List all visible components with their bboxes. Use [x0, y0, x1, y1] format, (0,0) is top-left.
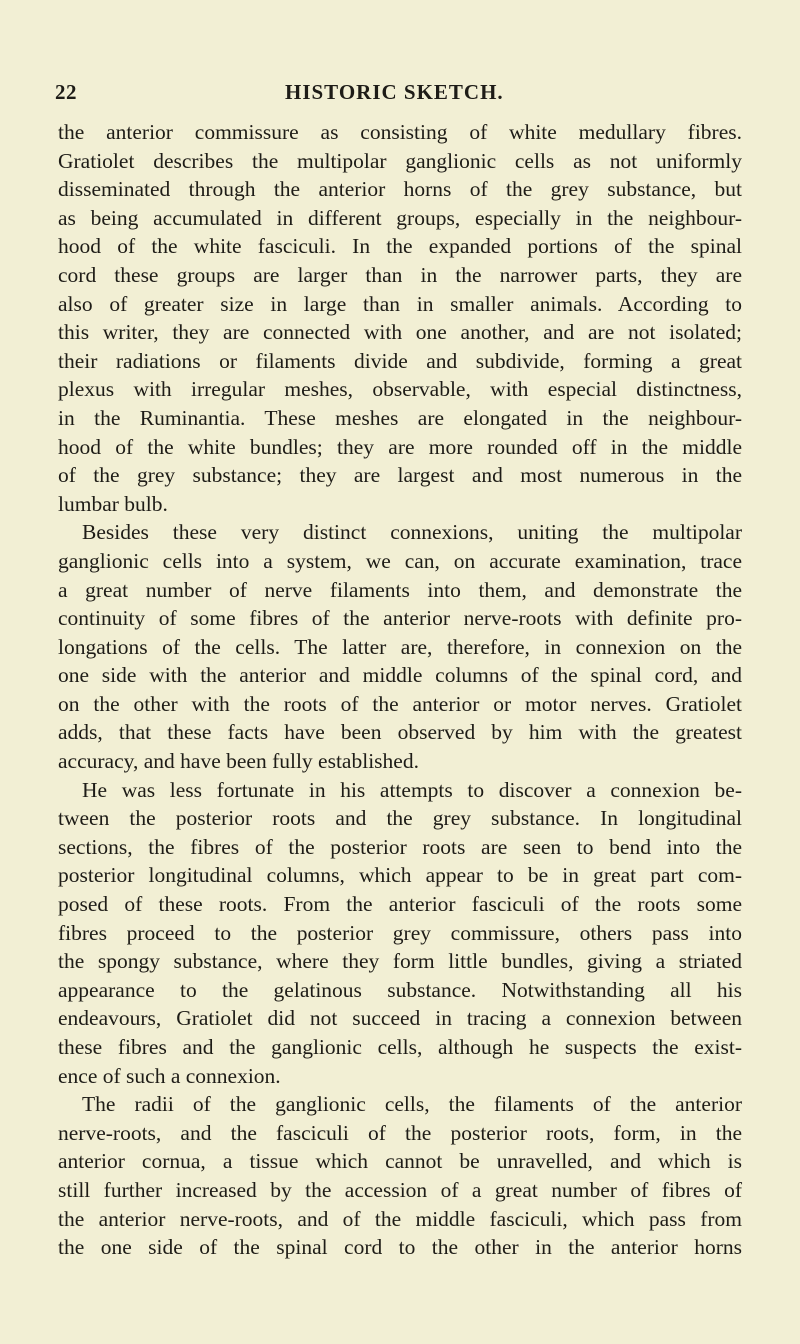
text-line: posed of these roots. From the anterior fasciculi of the roots some — [58, 892, 742, 917]
text-line: ence of such a connexion. — [58, 1063, 281, 1088]
page-header — [55, 80, 735, 110]
text-line: continuity of some fibres of the anterior nerve-roots with definite pro- — [58, 606, 742, 631]
text-line: the one side of the spinal cord to the other in the anterior horns — [58, 1235, 742, 1260]
text-line: accuracy, and have been fully established. — [58, 749, 419, 774]
text-line: anterior cornua, a tissue which cannot be unravelled, and which is — [58, 1149, 742, 1174]
text-line: still further increased by the accession of a great number of fibres of — [58, 1177, 742, 1202]
text-line: hood of the white bundles; they are more rounded off in the middle — [58, 434, 742, 459]
text-line: hood of the white fasciculi. In the expanded portions of the spinal — [58, 234, 742, 259]
text-line: in the Ruminantia. These meshes are elongated in the neighbour- — [58, 405, 742, 430]
text-line: cord these groups are larger than in the narrower parts, they are — [58, 262, 742, 287]
text-line: the spongy substance, where they form little bundles, giving a striated — [58, 949, 742, 974]
text-line: The radii of the ganglionic cells, the filaments of the anterior — [82, 1092, 742, 1117]
text-line: their radiations or filaments divide and subdivide, forming a great — [58, 348, 742, 373]
text-line: on the other with the roots of the anterior or motor nerves. Gratiolet — [58, 691, 742, 716]
text-line: appearance to the gelatinous substance. Notwithstanding all his — [58, 977, 742, 1002]
text-line: the anterior nerve-roots, and of the middle fasciculi, which pass from — [58, 1206, 742, 1231]
text-line: sections, the fibres of the posterior roots are seen to bend into the — [58, 834, 742, 859]
running-head: HISTORIC SKETCH. — [285, 80, 504, 104]
text-line: Besides these very distinct connexions, uniting the multipolar — [82, 520, 742, 545]
text-line: this writer, they are connected with one another, and are not isolated; — [58, 320, 742, 345]
text-line: these fibres and the ganglionic cells, although he suspects the exist- — [58, 1035, 742, 1059]
text-line: the anterior commissure as consisting of white medullary fibres. — [58, 120, 742, 144]
text-line: of the grey substance; they are largest and most numerous in the — [58, 463, 742, 488]
text-line: Gratiolet describes the multipolar ganglionic cells as not uniformly — [58, 148, 742, 173]
text-line: disseminated through the anterior horns of the grey substance, but — [58, 177, 742, 202]
text-line: one side with the anterior and middle columns of the spinal cord, and — [58, 663, 742, 688]
text-line: He was less fortunate in his attempts to discover a connexion be- — [82, 777, 742, 802]
body-text — [58, 118, 742, 1262]
text-line: lumbar bulb. — [58, 491, 168, 516]
text-line: posterior longitudinal columns, which appear to be in great part com- — [58, 863, 742, 888]
text-line: ganglionic cells into a system, we can, on accurate examination, trace — [58, 548, 742, 573]
text-line: endeavours, Gratiolet did not succeed in tracing a connexion between — [58, 1006, 742, 1031]
text-line: a great number of nerve filaments into them, and demonstrate the — [58, 577, 742, 602]
text-line: adds, that these facts have been observed by him with the greatest — [58, 720, 742, 745]
text-line: also of greater size in large than in smaller animals. According to — [58, 291, 742, 316]
text-line: plexus with irregular meshes, observable, with especial distinctness, — [58, 377, 742, 402]
text-line: nerve-roots, and the fasciculi of the posterior roots, form, in the — [58, 1120, 742, 1145]
text-line: as being accumulated in different groups, especially in the neighbour- — [58, 205, 742, 230]
text-line: longations of the cells. The latter are, therefore, in connexion on the — [58, 634, 742, 659]
text-line: fibres proceed to the posterior grey commissure, others pass into — [58, 920, 742, 945]
page-number: 22 — [55, 80, 77, 104]
text-line: tween the posterior roots and the grey substance. In longitudinal — [58, 806, 742, 831]
